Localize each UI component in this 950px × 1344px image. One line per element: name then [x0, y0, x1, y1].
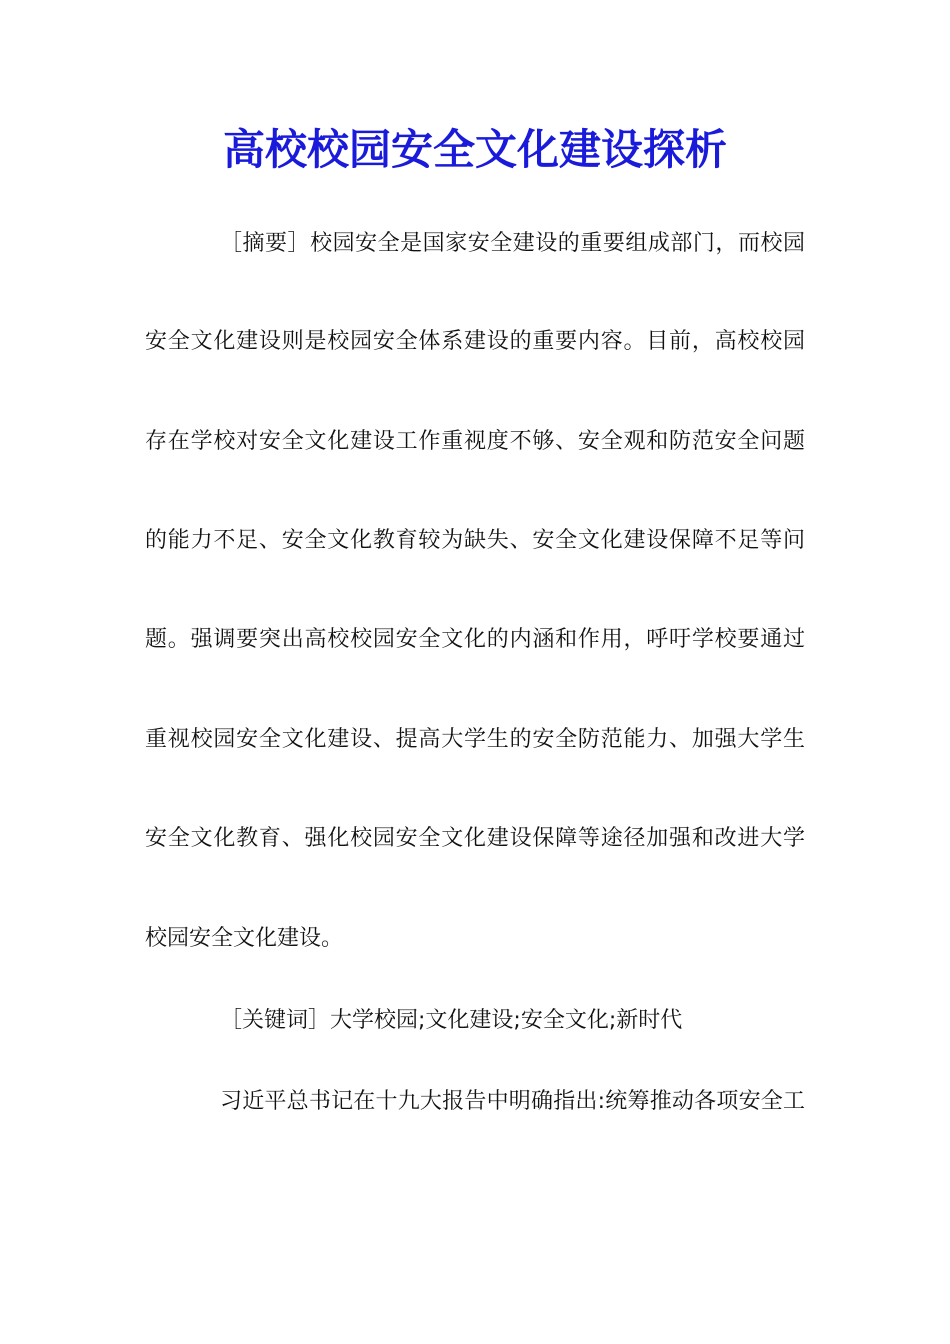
abstract-line-6: 重视校园安全文化建设、提高大学生的安全防范能力、加强大学生: [145, 727, 805, 752]
abstract-line-7: 安全文化教育、强化校园安全文化建设保障等途径加强和改进大学: [145, 826, 805, 851]
abstract-line-5: 题。强调要突出高校校园安全文化的内涵和作用，呼吁学校要通过: [145, 627, 805, 652]
abstract-line-2: 安全文化建设则是校园安全体系建设的重要内容。目前，高校校园: [145, 329, 805, 354]
abstract-line-8: 校园安全文化建设。: [145, 926, 344, 951]
abstract-line-4: 的能力不足、安全文化教育较为缺失、安全文化建设保障不足等问: [145, 528, 805, 553]
document-title: 高校校园安全文化建设探析: [222, 125, 727, 174]
keywords-line: ［关键词］大学校园;文化建设;安全文化;新时代: [220, 1008, 683, 1033]
abstract-line-1: ［摘要］校园安全是国家安全建设的重要组成部门，而校园: [220, 231, 805, 256]
abstract-line-3: 存在学校对安全文化建设工作重视度不够、安全观和防范安全问题: [145, 429, 805, 454]
body-paragraph-line-1: 习近平总书记在十九大报告中明确指出:统筹推动各项安全工: [220, 1089, 805, 1114]
